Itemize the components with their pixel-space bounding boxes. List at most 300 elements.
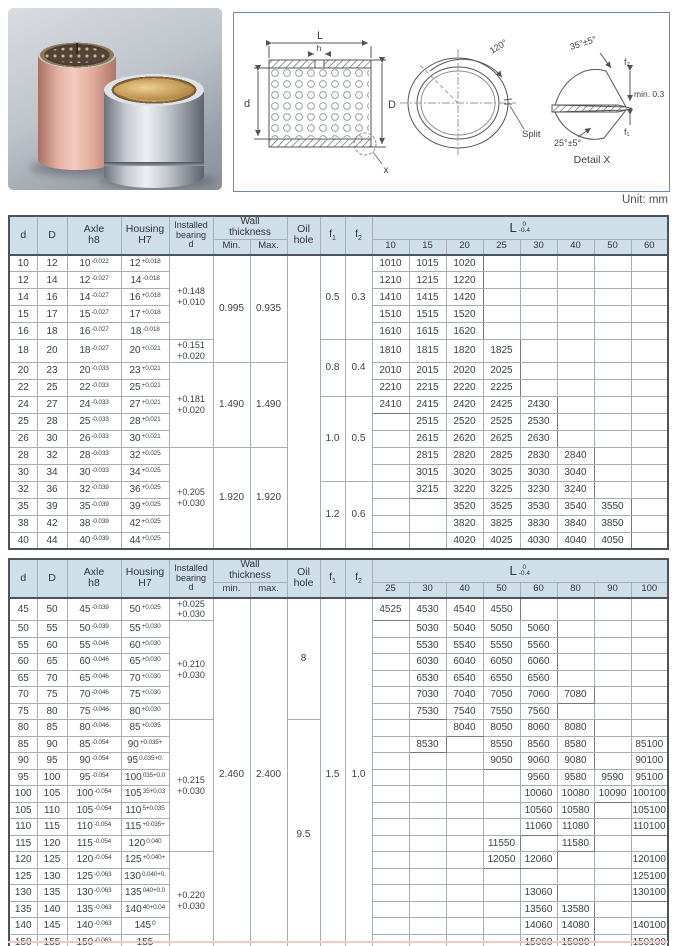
cell-D: 80 [37, 703, 67, 720]
cell-d: 32 [9, 481, 37, 498]
cell-length-code: 9060 [520, 753, 557, 770]
cell-wall-max: 0.935 [250, 255, 287, 363]
cell-D: 44 [37, 532, 67, 549]
cell-axle: $30^{-0.033}$ [67, 464, 121, 481]
cell-axle: $80^{-0.046}$ [67, 720, 121, 737]
cell-length-code [520, 289, 557, 306]
col-header-length: 30 [520, 239, 557, 255]
cell-length-code [483, 255, 520, 272]
cell-D: 16 [37, 289, 67, 306]
cell-f1: 1.2 [320, 481, 345, 549]
cell-length-code [409, 498, 446, 515]
cell-housing: $120^{0.040}$ [121, 835, 169, 852]
cell-f1: 0.5 [320, 255, 345, 340]
cell-length-code: 9080 [557, 753, 594, 770]
cell-wall-min: 2.460 [213, 598, 250, 946]
cell-d: 80 [9, 720, 37, 737]
cell-length-code [483, 306, 520, 323]
product-photo [8, 8, 222, 190]
cell-length-code [594, 835, 631, 852]
col-header-length: 15 [409, 239, 446, 255]
cell-length-code: 1020 [446, 255, 483, 272]
f2-label: f₂ [624, 57, 630, 67]
cell-axle: $55^{-0.046}$ [67, 637, 121, 654]
cell-length-code [372, 637, 409, 654]
cell-length-code: 8530 [409, 736, 446, 753]
cell-axle: $14^{-0.027}$ [67, 289, 121, 306]
cell-length-code [631, 687, 668, 704]
cell-axle: $12^{-0.027}$ [67, 272, 121, 289]
cell-length-code: 8560 [520, 736, 557, 753]
cell-d: 18 [9, 340, 37, 363]
cell-length-code: 1810 [372, 340, 409, 363]
cell-axle: $18^{-0.027}$ [67, 340, 121, 363]
cell-length-code [557, 621, 594, 638]
cell-length-code: 1610 [372, 323, 409, 340]
cell-length-code [409, 852, 446, 869]
front-view [254, 43, 386, 164]
cell-length-code: 2220 [446, 379, 483, 396]
cell-length-code: 3225 [483, 481, 520, 498]
cell-D: 25 [37, 379, 67, 396]
cell-length-code [594, 362, 631, 379]
cell-length-code: 6550 [483, 670, 520, 687]
cell-length-code: 2410 [372, 396, 409, 413]
cell-D: 130 [37, 868, 67, 885]
spec-table [8, 215, 669, 550]
cell-length-code: 11060 [520, 819, 557, 836]
cell-length-code: 4020 [446, 532, 483, 549]
cell-length-code: 13560 [520, 901, 557, 918]
dim-L-label: L [316, 30, 324, 42]
cell-length-code: 4540 [446, 598, 483, 621]
cell-D: 36 [37, 481, 67, 498]
cell-length-code: 5530 [409, 637, 446, 654]
cell-d: 70 [9, 687, 37, 704]
cell-housing: $12^{+0.018}$ [121, 255, 169, 272]
col-header-length: 25 [372, 582, 409, 598]
cell-length-code: 105100 [631, 802, 668, 819]
cell-length-code [372, 885, 409, 902]
cell-axle: $70^{-0.046}$ [67, 687, 121, 704]
technical-drawing [233, 12, 670, 192]
cell-length-code [446, 769, 483, 786]
cell-length-code: 2015 [409, 362, 446, 379]
cell-length-code: 3040 [557, 464, 594, 481]
cell-length-code [372, 786, 409, 803]
cell-length-code: 11580 [557, 835, 594, 852]
cell-f1: 0.8 [320, 340, 345, 397]
cell-length-code: 12060 [520, 852, 557, 869]
cell-length-code [631, 901, 668, 918]
cell-length-code [594, 852, 631, 869]
cell-D: 60 [37, 637, 67, 654]
cell-length-code: 10060 [520, 786, 557, 803]
col-header-f2: $f_2$ [345, 559, 372, 598]
cell-f2: 0.5 [345, 396, 372, 481]
cell-length-code [594, 736, 631, 753]
cell-length-code: 10080 [557, 786, 594, 803]
cell-d: 20 [9, 362, 37, 379]
cell-D: 12 [37, 255, 67, 272]
cell-length-code [409, 753, 446, 770]
cell-length-code [557, 289, 594, 306]
cell-length-code [520, 868, 557, 885]
col-header-d: d [9, 559, 37, 598]
cell-D: 105 [37, 786, 67, 803]
cell-length-code: 3840 [557, 515, 594, 532]
cell-axle: $20^{-0.033}$ [67, 362, 121, 379]
cell-length-code [483, 769, 520, 786]
cell-length-code [483, 868, 520, 885]
cell-length-code [520, 835, 557, 852]
cell-length-code: 120100 [631, 852, 668, 869]
cell-axle: $100^{-0.054}$ [67, 786, 121, 803]
cell-length-code: 1825 [483, 340, 520, 363]
f1-label: f₁ [624, 127, 630, 137]
cell-housing: $44^{+0.025}$ [121, 532, 169, 549]
cell-axle: $16^{-0.027}$ [67, 323, 121, 340]
cell-length-code: 3540 [557, 498, 594, 515]
cell-length-code [557, 868, 594, 885]
cell-length-code: 2630 [520, 430, 557, 447]
cell-length-code [446, 753, 483, 770]
cell-length-code: 2530 [520, 413, 557, 430]
cell-length-code: 95100 [631, 769, 668, 786]
cell-length-code [557, 637, 594, 654]
cell-length-code: 7540 [446, 703, 483, 720]
bushing-split-line [76, 43, 78, 54]
cell-length-code: 3530 [520, 498, 557, 515]
cell-length-code [631, 703, 668, 720]
cell-length-code: 3850 [594, 515, 631, 532]
cell-length-code [557, 885, 594, 902]
cell-housing: $27^{+0.021}$ [121, 396, 169, 413]
cell-d: 30 [9, 464, 37, 481]
cell-length-code [372, 852, 409, 869]
cell-length-code: 125100 [631, 868, 668, 885]
cell-length-code [520, 362, 557, 379]
cell-length-code: 4530 [409, 598, 446, 621]
cell-length-code [409, 885, 446, 902]
cell-wall-max: 2.400 [250, 598, 287, 946]
cell-length-code [372, 498, 409, 515]
cell-housing: $32^{+0.025}$ [121, 447, 169, 464]
cell-d: 75 [9, 703, 37, 720]
cell-length-code [520, 598, 557, 621]
col-header-length: 10 [372, 239, 409, 255]
col-header-installed-bearing: Installed bearing d [169, 559, 213, 598]
cell-D: 65 [37, 654, 67, 671]
cell-length-code [520, 379, 557, 396]
cell-length-code [594, 720, 631, 737]
cell-length-code: 2625 [483, 430, 520, 447]
cell-length-code: 7060 [520, 687, 557, 704]
cell-d: 15 [9, 306, 37, 323]
cell-length-code [594, 464, 631, 481]
cell-length-code [483, 918, 520, 935]
cell-D: 110 [37, 802, 67, 819]
cell-f2: 0.6 [345, 481, 372, 549]
cell-length-code [631, 340, 668, 363]
dimension-table-large-sizes [8, 558, 669, 946]
cell-length-code: 3525 [483, 498, 520, 515]
spec-row [9, 598, 668, 621]
cell-length-code: 11550 [483, 835, 520, 852]
cell-length-code: 3825 [483, 515, 520, 532]
cell-length-code [631, 379, 668, 396]
cell-length-code [557, 396, 594, 413]
cell-length-code [409, 835, 446, 852]
cell-length-code: 7530 [409, 703, 446, 720]
cell-length-code: 4040 [557, 532, 594, 549]
cell-d: 110 [9, 819, 37, 836]
cell-length-code [631, 413, 668, 430]
cell-length-code [409, 720, 446, 737]
cell-length-code [409, 769, 446, 786]
cell-length-code [631, 430, 668, 447]
cell-length-code: 2525 [483, 413, 520, 430]
col-header-installed-bearing: Installed bearing d [169, 216, 213, 255]
cell-housing: $39^{+0.025}$ [121, 498, 169, 515]
cell-length-code: 3220 [446, 481, 483, 498]
cell-D: 85 [37, 720, 67, 737]
col-header-axle: Axle h8 [67, 216, 121, 255]
cell-housing: $16^{+0.018}$ [121, 289, 169, 306]
cell-length-code: 2840 [557, 447, 594, 464]
cell-housing: $65^{+0.030}$ [121, 654, 169, 671]
cell-housing: $17^{+0.018}$ [121, 306, 169, 323]
cell-length-code: 2420 [446, 396, 483, 413]
col-header-length: 60 [520, 582, 557, 598]
cell-axle: $140^{-0.063}$ [67, 918, 121, 935]
cell-length-code: 6050 [483, 654, 520, 671]
cell-length-code: 7050 [483, 687, 520, 704]
cell-axle: $35^{-0.039}$ [67, 498, 121, 515]
cell-length-code [557, 430, 594, 447]
cell-length-code: 9580 [557, 769, 594, 786]
col-header-wall-thickness: Wall thickness [213, 216, 287, 239]
cell-length-code: 2820 [446, 447, 483, 464]
cell-axle: $32^{-0.039}$ [67, 481, 121, 498]
bushing-steel [104, 74, 204, 188]
cell-length-code [631, 323, 668, 340]
cell-length-code: 1010 [372, 255, 409, 272]
cell-length-code [372, 654, 409, 671]
cell-length-code: 5060 [520, 621, 557, 638]
cell-length-code: 1520 [446, 306, 483, 323]
cell-length-code: 5560 [520, 637, 557, 654]
cell-f1: 1.5 [320, 598, 345, 946]
cell-length-code [372, 670, 409, 687]
col-header-L: L 0 -0.4 [372, 559, 668, 582]
cell-axle: $15^{-0.027}$ [67, 306, 121, 323]
cell-D: 95 [37, 753, 67, 770]
cell-length-code [631, 272, 668, 289]
spec-row [9, 340, 668, 363]
cell-length-code [594, 481, 631, 498]
bushing-copper-top [38, 42, 116, 68]
cell-length-code [372, 481, 409, 498]
cell-d: 120 [9, 852, 37, 869]
cell-length-code [594, 413, 631, 430]
cell-housing: $145^0$ [121, 918, 169, 935]
split-label: Split [522, 129, 541, 140]
cell-length-code: 2020 [446, 362, 483, 379]
bushing-steel-liner [114, 80, 194, 100]
cell-length-code [483, 786, 520, 803]
cell-length-code [372, 753, 409, 770]
cell-length-code [372, 918, 409, 935]
cell-length-code: 140100 [631, 918, 668, 935]
cell-length-code [594, 306, 631, 323]
cell-length-code [594, 687, 631, 704]
cell-d: 38 [9, 515, 37, 532]
col-header-axle: Axle h8 [67, 559, 121, 598]
col-header-length: 25 [483, 239, 520, 255]
cell-axle: $25^{-0.033}$ [67, 413, 121, 430]
col-header-length: 30 [409, 582, 446, 598]
cell-axle: $24^{-0.033}$ [67, 396, 121, 413]
cell-length-code: 5540 [446, 637, 483, 654]
cell-D: 27 [37, 396, 67, 413]
cell-housing: $110^{5+0.035}$ [121, 802, 169, 819]
cell-axle: $125^{-0.063}$ [67, 868, 121, 885]
cell-length-code: 8550 [483, 736, 520, 753]
cell-housing: $18^{-0.018}$ [121, 323, 169, 340]
col-header-length: 40 [446, 582, 483, 598]
detail-x-caption: Detail X [573, 154, 611, 166]
cell-d: 24 [9, 396, 37, 413]
cell-installed-bearing: +0.148 +0.010 [169, 255, 213, 340]
cell-d: 26 [9, 430, 37, 447]
cell-length-code: 1415 [409, 289, 446, 306]
cell-housing: $36^{+0.025}$ [121, 481, 169, 498]
cell-length-code [594, 637, 631, 654]
cell-length-code [631, 255, 668, 272]
spec-row [9, 255, 668, 272]
cell-axle: $115^{-0.054}$ [67, 835, 121, 852]
cell-length-code [594, 598, 631, 621]
cell-length-code [483, 802, 520, 819]
cell-length-code [409, 819, 446, 836]
col-header-L: L 0 -0.4 [372, 216, 668, 239]
cell-length-code [483, 272, 520, 289]
cell-length-code [594, 918, 631, 935]
cell-D: 115 [37, 819, 67, 836]
cell-length-code: 13580 [557, 901, 594, 918]
cell-length-code: 110100 [631, 819, 668, 836]
cell-axle: $28^{-0.033}$ [67, 447, 121, 464]
cell-length-code [594, 396, 631, 413]
cell-length-code: 4025 [483, 532, 520, 549]
cell-length-code: 1210 [372, 272, 409, 289]
cell-length-code: 2830 [520, 447, 557, 464]
cell-length-code [594, 272, 631, 289]
cell-d: 95 [9, 769, 37, 786]
cell-D: 100 [37, 769, 67, 786]
cell-d: 140 [9, 918, 37, 935]
cell-length-code: 8040 [446, 720, 483, 737]
cell-length-code [594, 255, 631, 272]
cell-wall-min: 1.490 [213, 362, 250, 447]
cell-D: 42 [37, 515, 67, 532]
cell-length-code [409, 901, 446, 918]
ring-view [400, 49, 524, 157]
cell-length-code: 5550 [483, 637, 520, 654]
cell-housing: $105^{35+0.03}$ [121, 786, 169, 803]
cell-length-code: 6530 [409, 670, 446, 687]
cell-length-code: 9050 [483, 753, 520, 770]
cell-length-code [483, 885, 520, 902]
cell-length-code [631, 835, 668, 852]
cell-length-code [446, 736, 483, 753]
cell-length-code: 7080 [557, 687, 594, 704]
cell-housing: $80^{+0.030}$ [121, 703, 169, 720]
bushing-steel-groove [104, 162, 204, 166]
min-clearance-label: min. 0.3 [634, 89, 665, 99]
dim-d-label: d [243, 98, 251, 110]
cell-length-code: 8060 [520, 720, 557, 737]
cell-length-code [372, 532, 409, 549]
cell-length-code [631, 447, 668, 464]
cell-length-code [446, 918, 483, 935]
cell-D: 30 [37, 430, 67, 447]
cell-length-code [372, 447, 409, 464]
cell-length-code [594, 901, 631, 918]
cell-axle: $75^{-0.046}$ [67, 703, 121, 720]
cell-length-code: 1815 [409, 340, 446, 363]
cell-length-code [594, 753, 631, 770]
cell-length-code: 1510 [372, 306, 409, 323]
col-header-length: 90 [594, 582, 631, 598]
cell-axle: $130^{-0.063}$ [67, 885, 121, 902]
col-header-length: 100 [631, 582, 668, 598]
cell-length-code [594, 340, 631, 363]
cell-housing: $55^{+0.030}$ [121, 621, 169, 638]
cell-length-code [557, 340, 594, 363]
cell-length-code: 12050 [483, 852, 520, 869]
cell-housing: $115^{+0.035+}$ [121, 819, 169, 836]
cell-length-code [631, 637, 668, 654]
cell-length-code: 3230 [520, 481, 557, 498]
cell-f2: 0.4 [345, 340, 372, 397]
cell-D: 135 [37, 885, 67, 902]
cell-length-code [557, 703, 594, 720]
cell-length-code [557, 255, 594, 272]
cell-wall-max: 1.490 [250, 362, 287, 447]
cell-length-code: 8080 [557, 720, 594, 737]
cell-length-code: 3820 [446, 515, 483, 532]
cell-d: 85 [9, 736, 37, 753]
header-row [9, 216, 668, 239]
cell-housing: $135^{040+0.0}$ [121, 885, 169, 902]
cell-length-code [483, 323, 520, 340]
cell-length-code [557, 598, 594, 621]
cell-length-code [372, 687, 409, 704]
cell-length-code: 2425 [483, 396, 520, 413]
spec-table [8, 558, 669, 946]
cell-length-code [372, 901, 409, 918]
col-header-length: 50 [483, 582, 520, 598]
cell-d: 65 [9, 670, 37, 687]
cell-length-code: 3020 [446, 464, 483, 481]
cell-axle: $38^{-0.039}$ [67, 515, 121, 532]
cell-d: 105 [9, 802, 37, 819]
cell-length-code [372, 515, 409, 532]
col-header-D: D [37, 216, 67, 255]
cell-length-code [594, 670, 631, 687]
